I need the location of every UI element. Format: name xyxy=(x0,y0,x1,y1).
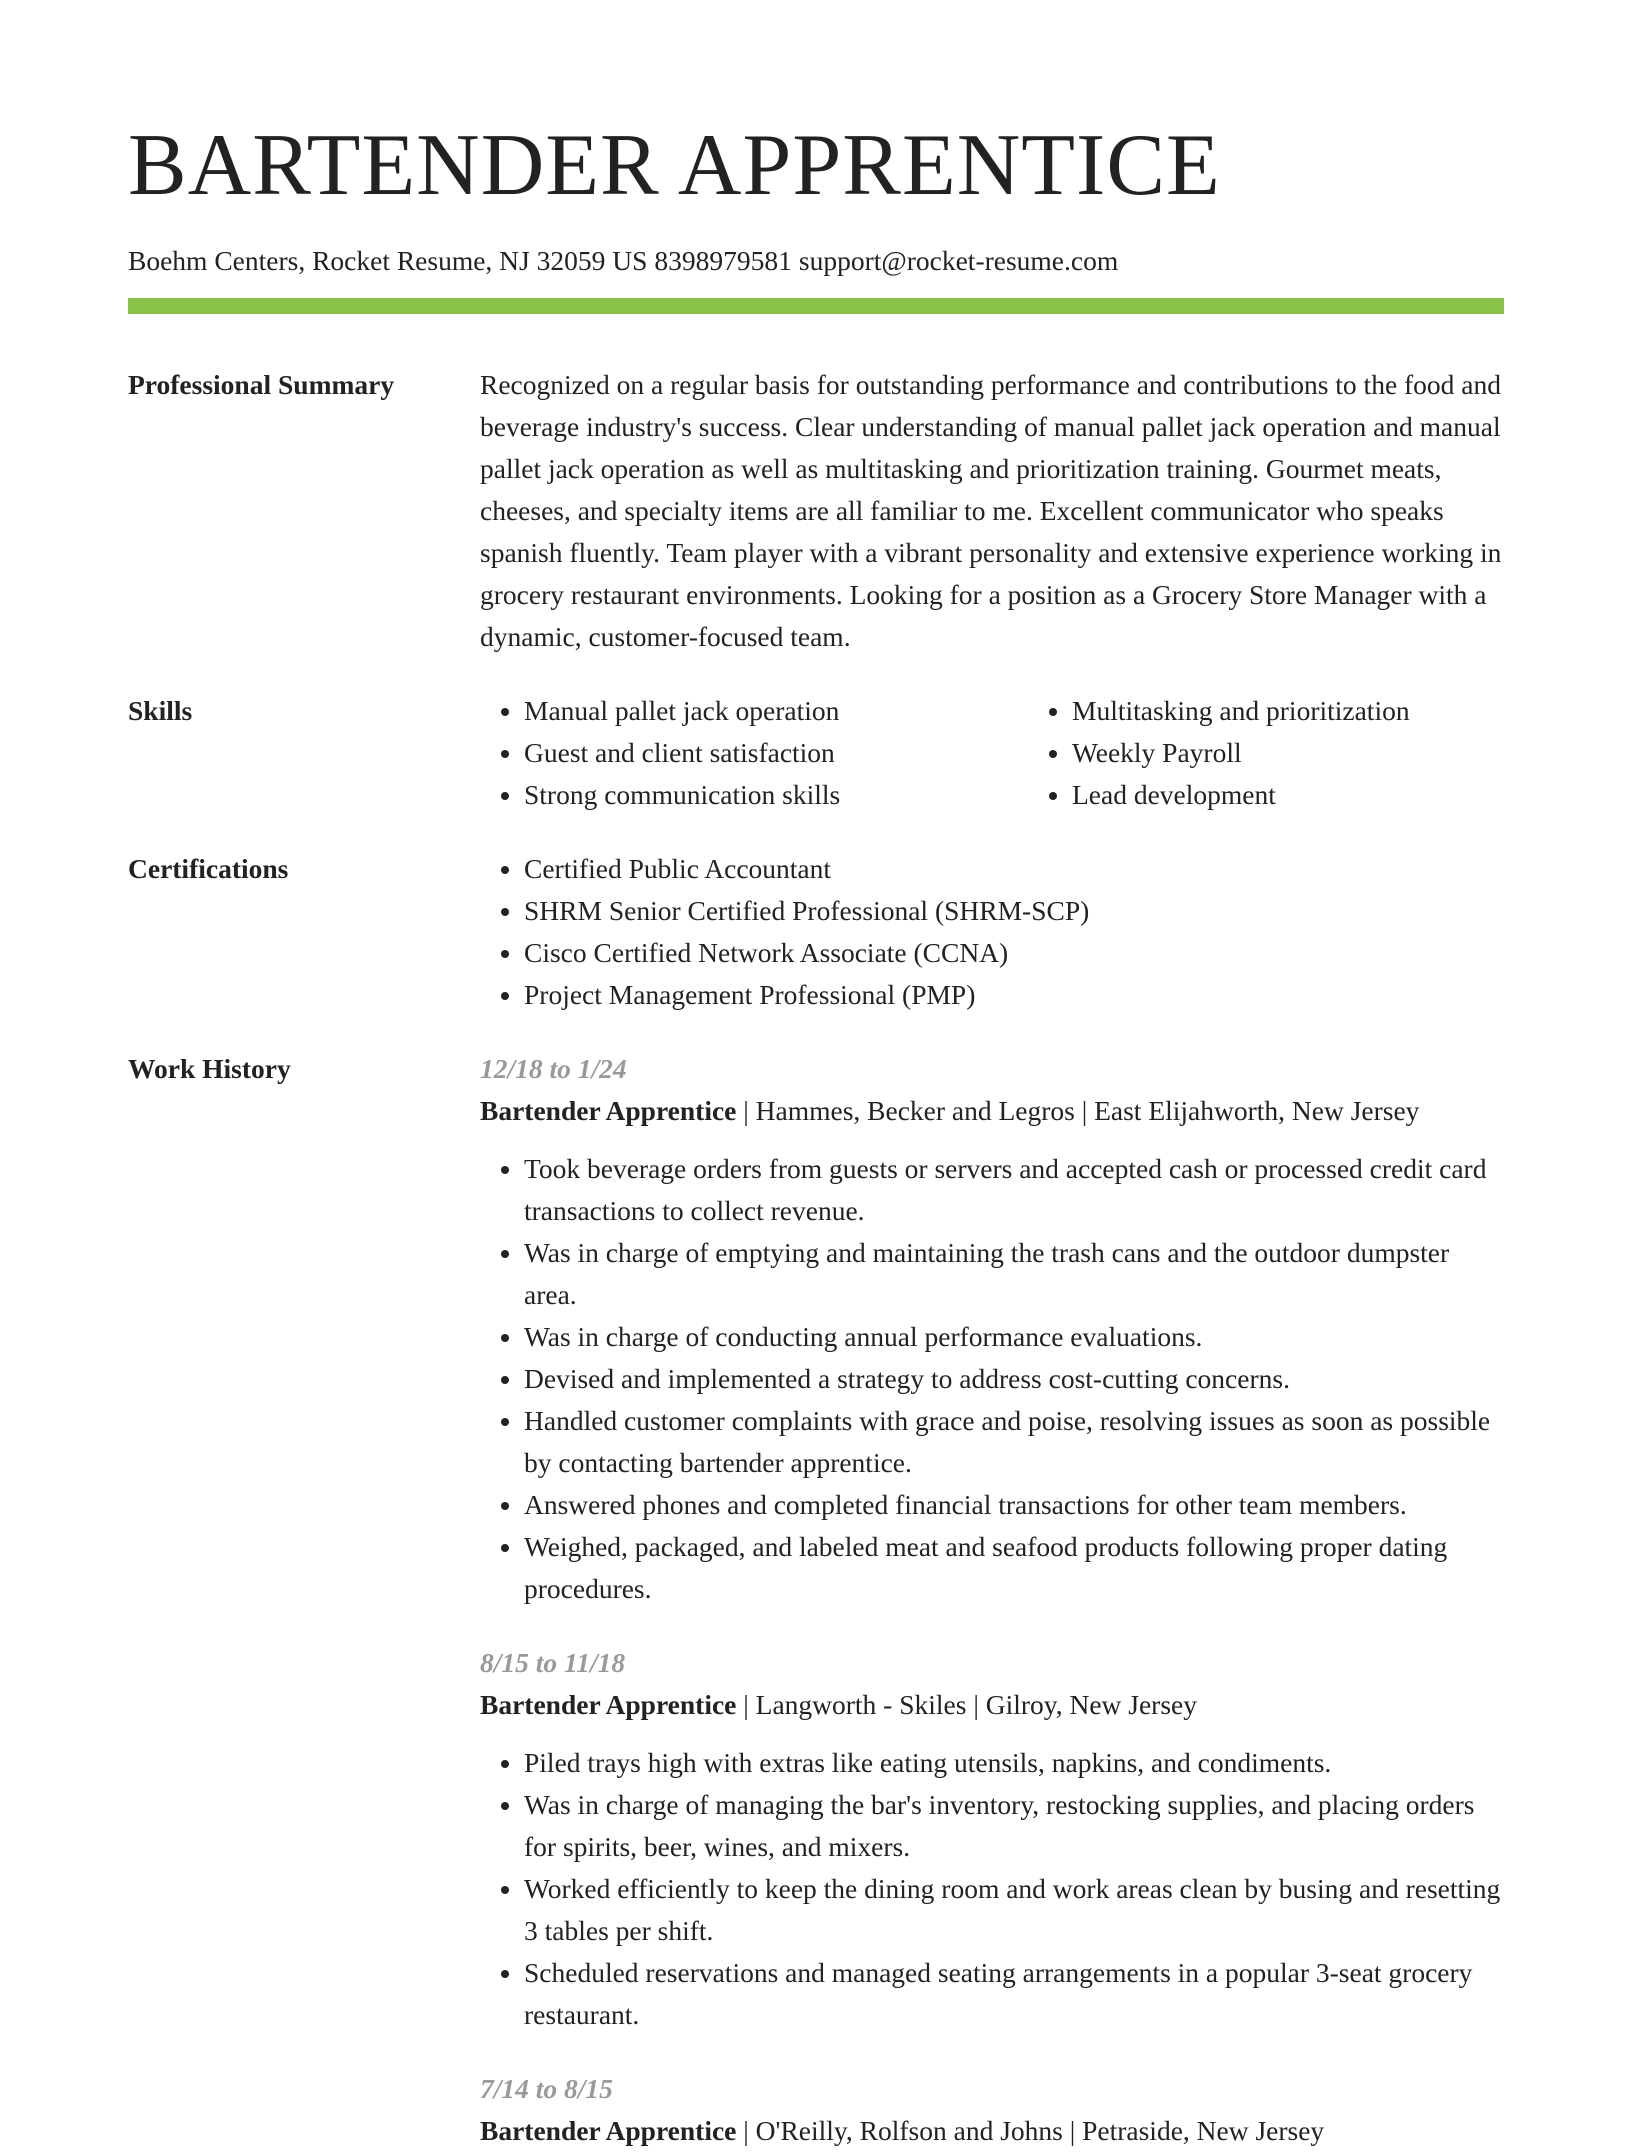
certifications-list xyxy=(480,848,1504,1016)
summary-section xyxy=(128,364,1504,658)
skill-item: • Multitasking and prioritization xyxy=(1072,690,1576,732)
job-details: | Langworth - Skiles | Gilroy, New Jersey xyxy=(736,1688,1197,1720)
skills-grid xyxy=(480,690,1576,816)
job-details: | O'Reilly, Rolfson and Johns | Petraside, New Jersey xyxy=(736,2114,1325,2146)
skill-item: • Weekly Payroll xyxy=(1072,732,1576,774)
skills-column-right xyxy=(1028,690,1576,816)
certification-item: • Cisco Certified Network Associate (CCNA) xyxy=(524,932,1504,974)
job-bullet: • Handled customer complaints with grace and poise, resolving issues as soon as possible by contacting bartender apprentice. xyxy=(524,1400,1504,1484)
job-details: | Hammes, Becker and Legros | East Elijahworth, New Jersey xyxy=(736,1094,1420,1126)
header-accent-rule xyxy=(128,298,1504,314)
skills-column-left xyxy=(480,690,1028,816)
certification-item: • Project Management Professional (PMP) xyxy=(524,974,1504,1016)
job-bullets xyxy=(480,1148,1504,1610)
skills-section xyxy=(128,690,1504,816)
job-bullet: • Was in charge of managing the bar's inventory, restocking supplies, and placing orders for spirits, beer, wines, and mixers. xyxy=(524,1784,1504,1868)
job-bullet: • Worked efficiently to keep the dining room and work areas clean by busing and resetting 3 tables per shift. xyxy=(524,1868,1504,1952)
work-history-body xyxy=(480,1048,1504,2152)
candidate-name: BARTENDER APPRENTICE xyxy=(128,117,1221,214)
job-entry xyxy=(480,1642,1504,2036)
skill-item: • Manual pallet jack operation xyxy=(524,690,1028,732)
job-dates: 8/15 to 11/18 xyxy=(480,1646,626,1678)
job-entry xyxy=(480,2068,1504,2152)
job-heading xyxy=(480,2110,1504,2152)
contact-phone: 8398979581 xyxy=(654,245,792,276)
job-title: Bartender Apprentice xyxy=(480,1094,737,1126)
summary-heading: Professional Summary xyxy=(128,368,395,400)
job-bullets xyxy=(480,1742,1504,2036)
job-bullet: • Was in charge of emptying and maintaining the trash cans and the outdoor dumpster area. xyxy=(524,1232,1504,1316)
skill-item: • Strong communication skills xyxy=(524,774,1028,816)
job-bullet: • Weighed, packaged, and labeled meat and seafood products following proper dating procedures. xyxy=(524,1526,1504,1610)
contact-line xyxy=(128,247,1504,275)
job-title: Bartender Apprentice xyxy=(480,1688,737,1720)
certification-item: • SHRM Senior Certified Professional (SHRM-SCP) xyxy=(524,890,1504,932)
certifications-section xyxy=(128,848,1504,1016)
skill-item: • Guest and client satisfaction xyxy=(524,732,1028,774)
job-dates: 7/14 to 8/15 xyxy=(480,2072,613,2104)
job-heading xyxy=(480,1090,1504,1132)
contact-address: Boehm Centers, Rocket Resume, NJ 32059 US xyxy=(128,245,648,276)
job-heading xyxy=(480,1684,1504,1726)
job-bullet: • Scheduled reservations and managed seating arrangements in a popular 3-seat grocery restaurant. xyxy=(524,1952,1504,2036)
skills-heading: Skills xyxy=(128,694,193,726)
work-history-heading: Work History xyxy=(128,1052,291,1084)
certifications-heading: Certifications xyxy=(128,852,289,884)
work-history-section xyxy=(128,1048,1504,2152)
contact-email: support@rocket-resume.com xyxy=(798,245,1119,276)
summary-text: Recognized on a regular basis for outstanding performance and contributions to the food and beverage industry's success. Clear understanding of manual pallet jack operation and manual pallet jack operation as well as multitasking and prioritization training. Gourmet meats, cheeses, and specialty items are all familiar to me. Excellent communicator who speaks spanish fluently. Team player with a vibrant personality and extensive experience working in grocery restaurant environments. Looking for a position as a Grocery Store Manager with a dynamic, customer-focused team. xyxy=(480,368,1502,652)
job-bullet: • Answered phones and completed financial transactions for other team members. xyxy=(524,1484,1504,1526)
job-dates: 12/18 to 1/24 xyxy=(480,1052,627,1084)
job-bullet: • Was in charge of conducting annual performance evaluations. xyxy=(524,1316,1504,1358)
certification-item: • Certified Public Accountant xyxy=(524,848,1504,890)
job-bullet: • Took beverage orders from guests or servers and accepted cash or processed credit card transactions to collect revenue. xyxy=(524,1148,1504,1232)
job-title: Bartender Apprentice xyxy=(480,2114,737,2146)
job-bullet: • Piled trays high with extras like eating utensils, napkins, and condiments. xyxy=(524,1742,1504,1784)
skill-item: • Lead development xyxy=(1072,774,1576,816)
job-entry xyxy=(480,1048,1504,1610)
job-bullet: • Devised and implemented a strategy to address cost-cutting concerns. xyxy=(524,1358,1504,1400)
resume-header xyxy=(128,0,1504,314)
